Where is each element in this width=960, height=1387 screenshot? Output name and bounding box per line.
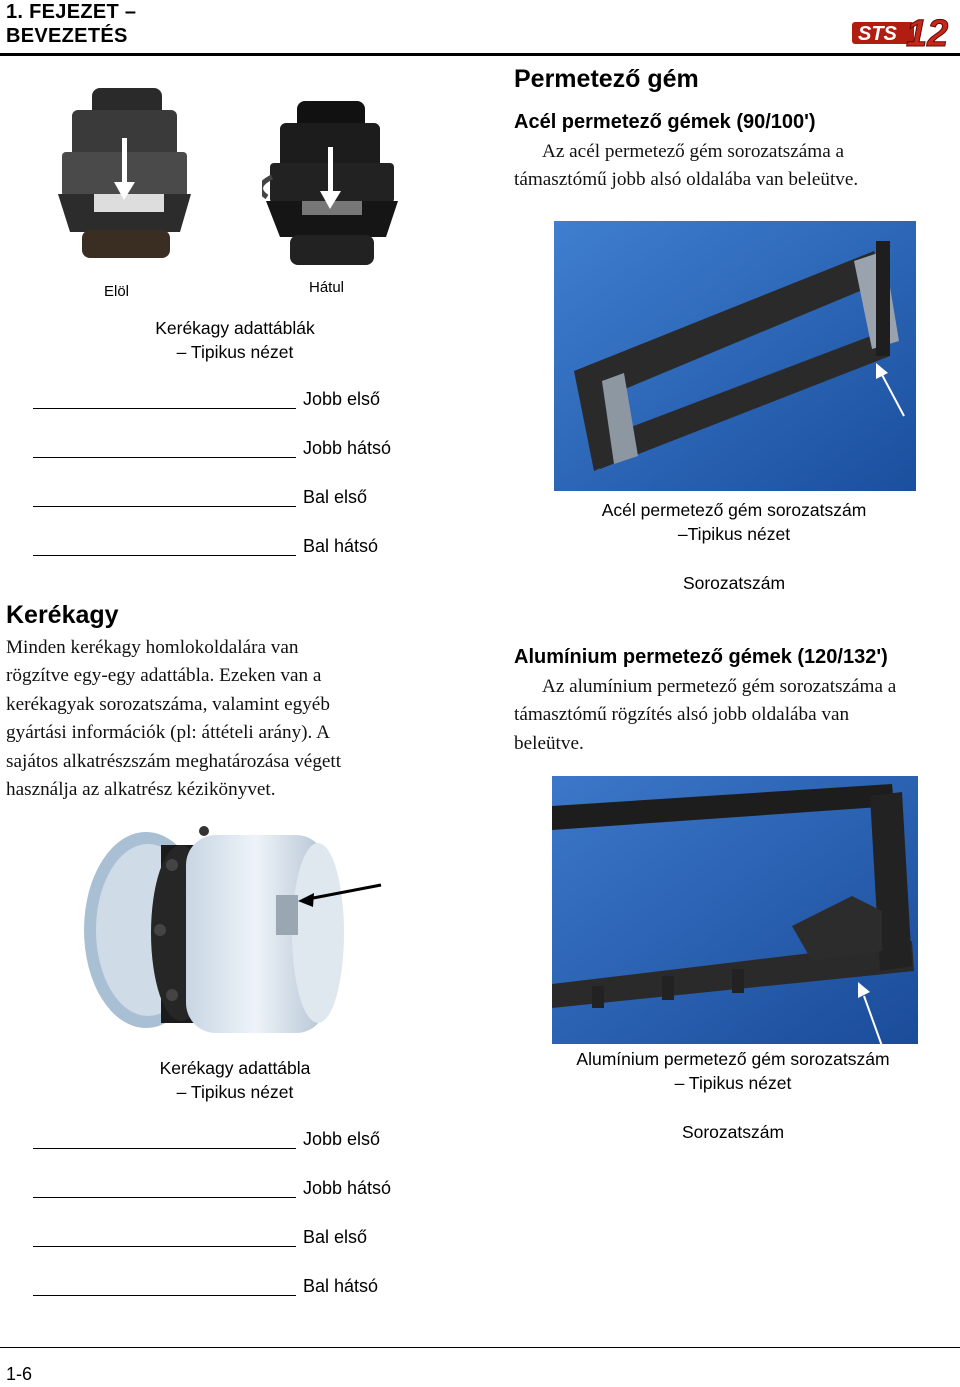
hub-plates-caption-line1: Kerékagy adattáblák bbox=[155, 318, 315, 338]
hub-paragraph-line: rögzítve egy-egy adattábla. Ezeken van a bbox=[6, 665, 322, 687]
chapter-title-line2: BEVEZETÉS bbox=[6, 25, 128, 47]
aluminum-boom-title: Alumínium permetező gémek (120/132') bbox=[514, 646, 888, 668]
label-front: Elöl bbox=[104, 283, 130, 300]
aluminum-boom-caption-line2: – Tipikus nézet bbox=[674, 1073, 792, 1093]
section-title-hub: Kerékagy bbox=[6, 601, 119, 629]
hub-paragraph-line: Minden kerékagy homlokoldalára van bbox=[6, 637, 299, 658]
hub-paragraph bbox=[6, 634, 446, 804]
fill-line-left-rear-1[interactable] bbox=[33, 534, 413, 564]
steel-boom-caption-line3: Sorozatszám bbox=[682, 573, 786, 593]
fill-label: Bal első bbox=[303, 487, 368, 507]
fill-line-right-front-1[interactable] bbox=[33, 387, 413, 417]
aluminum-boom-text-line2: támasztómű rögzítés alsó jobb oldalába van bbox=[514, 704, 850, 726]
steel-boom-title: Acél permetező gémek (90/100') bbox=[514, 111, 816, 133]
fill-label: Bal hátsó bbox=[303, 1276, 379, 1296]
aluminum-boom-text-line1: Az alumínium permetező gém sorozatszáma a bbox=[542, 676, 897, 697]
fill-line-right-rear-1[interactable] bbox=[33, 436, 413, 466]
steel-boom-caption-line2: –Tipikus nézet bbox=[677, 524, 791, 544]
blank-line[interactable] bbox=[33, 555, 296, 557]
blank-line[interactable] bbox=[33, 457, 296, 459]
chapter-title-line1: 1. FEJEZET – bbox=[6, 1, 137, 23]
section-title-boom: Permetező gém bbox=[514, 65, 699, 93]
blank-line[interactable] bbox=[33, 1197, 296, 1199]
hub-plates-caption-line2: – Tipikus nézet bbox=[176, 342, 294, 362]
aluminum-boom-text-line3: beleütve. bbox=[514, 732, 584, 754]
steel-boom-text-line2: támasztómű jobb alsó oldalába van beleütve. bbox=[514, 169, 859, 191]
blank-line[interactable] bbox=[33, 506, 296, 508]
fill-line-left-front-1[interactable] bbox=[33, 485, 413, 515]
label-back: Hátul bbox=[309, 279, 345, 296]
hub-paragraph-line: kerékagyak sorozatszáma, valamint egyéb bbox=[6, 693, 330, 715]
fill-label: Jobb első bbox=[303, 389, 381, 409]
fill-line-right-front-2[interactable] bbox=[33, 1127, 413, 1157]
fill-label: Jobb hátsó bbox=[303, 438, 392, 458]
blank-line[interactable] bbox=[33, 1148, 296, 1150]
hub-photo-front bbox=[52, 82, 197, 272]
aluminum-boom-caption bbox=[535, 1047, 931, 1144]
hub-plate-photo bbox=[76, 825, 386, 1040]
aluminum-boom-text bbox=[514, 673, 960, 758]
hub-plates-caption bbox=[90, 316, 380, 364]
fill-line-left-front-2[interactable] bbox=[33, 1225, 413, 1255]
steel-boom-caption bbox=[560, 498, 908, 595]
steel-boom-text bbox=[514, 138, 954, 195]
hub-photo-back bbox=[262, 97, 402, 272]
fill-label: Bal hátsó bbox=[303, 536, 379, 556]
page-number: 1-6 bbox=[6, 1364, 33, 1384]
fill-label: Jobb hátsó bbox=[303, 1178, 392, 1198]
fill-label: Jobb első bbox=[303, 1129, 381, 1149]
hub-plate-caption-line2: – Tipikus nézet bbox=[176, 1082, 294, 1102]
blank-line[interactable] bbox=[33, 408, 296, 410]
blank-line[interactable] bbox=[33, 1295, 296, 1297]
aluminum-boom-photo bbox=[552, 776, 918, 1044]
steel-boom-photo bbox=[554, 221, 916, 491]
footer-rule bbox=[0, 1347, 960, 1348]
hub-paragraph-line: használja az alkatrész kézikönyvet. bbox=[6, 779, 276, 801]
logo-text: STS bbox=[858, 23, 897, 45]
hub-paragraph-line: sajátos alkatrészszám meghatározása végett bbox=[6, 750, 342, 772]
fill-line-left-rear-2[interactable] bbox=[33, 1274, 413, 1304]
logo-number: 12 bbox=[906, 13, 949, 50]
steel-boom-text-line1: Az acél permetező gém sorozatszáma a bbox=[542, 141, 845, 162]
hub-plate-caption bbox=[90, 1056, 380, 1104]
sts12-logo bbox=[852, 8, 952, 50]
header-rule bbox=[0, 53, 960, 56]
blank-line[interactable] bbox=[33, 1246, 296, 1248]
fill-label: Bal első bbox=[303, 1227, 368, 1247]
aluminum-boom-caption-line3: Sorozatszám bbox=[681, 1122, 785, 1142]
steel-boom-caption-line1: Acél permetező gém sorozatszám bbox=[601, 500, 867, 520]
chapter-title bbox=[6, 0, 136, 48]
hub-plate-caption-line1: Kerékagy adattábla bbox=[159, 1058, 311, 1078]
aluminum-boom-caption-line1: Alumínium permetező gém sorozatszám bbox=[576, 1049, 890, 1069]
fill-line-right-rear-2[interactable] bbox=[33, 1176, 413, 1206]
hub-paragraph-line: gyártási információk (pl: áttételi arány). A bbox=[6, 722, 330, 744]
